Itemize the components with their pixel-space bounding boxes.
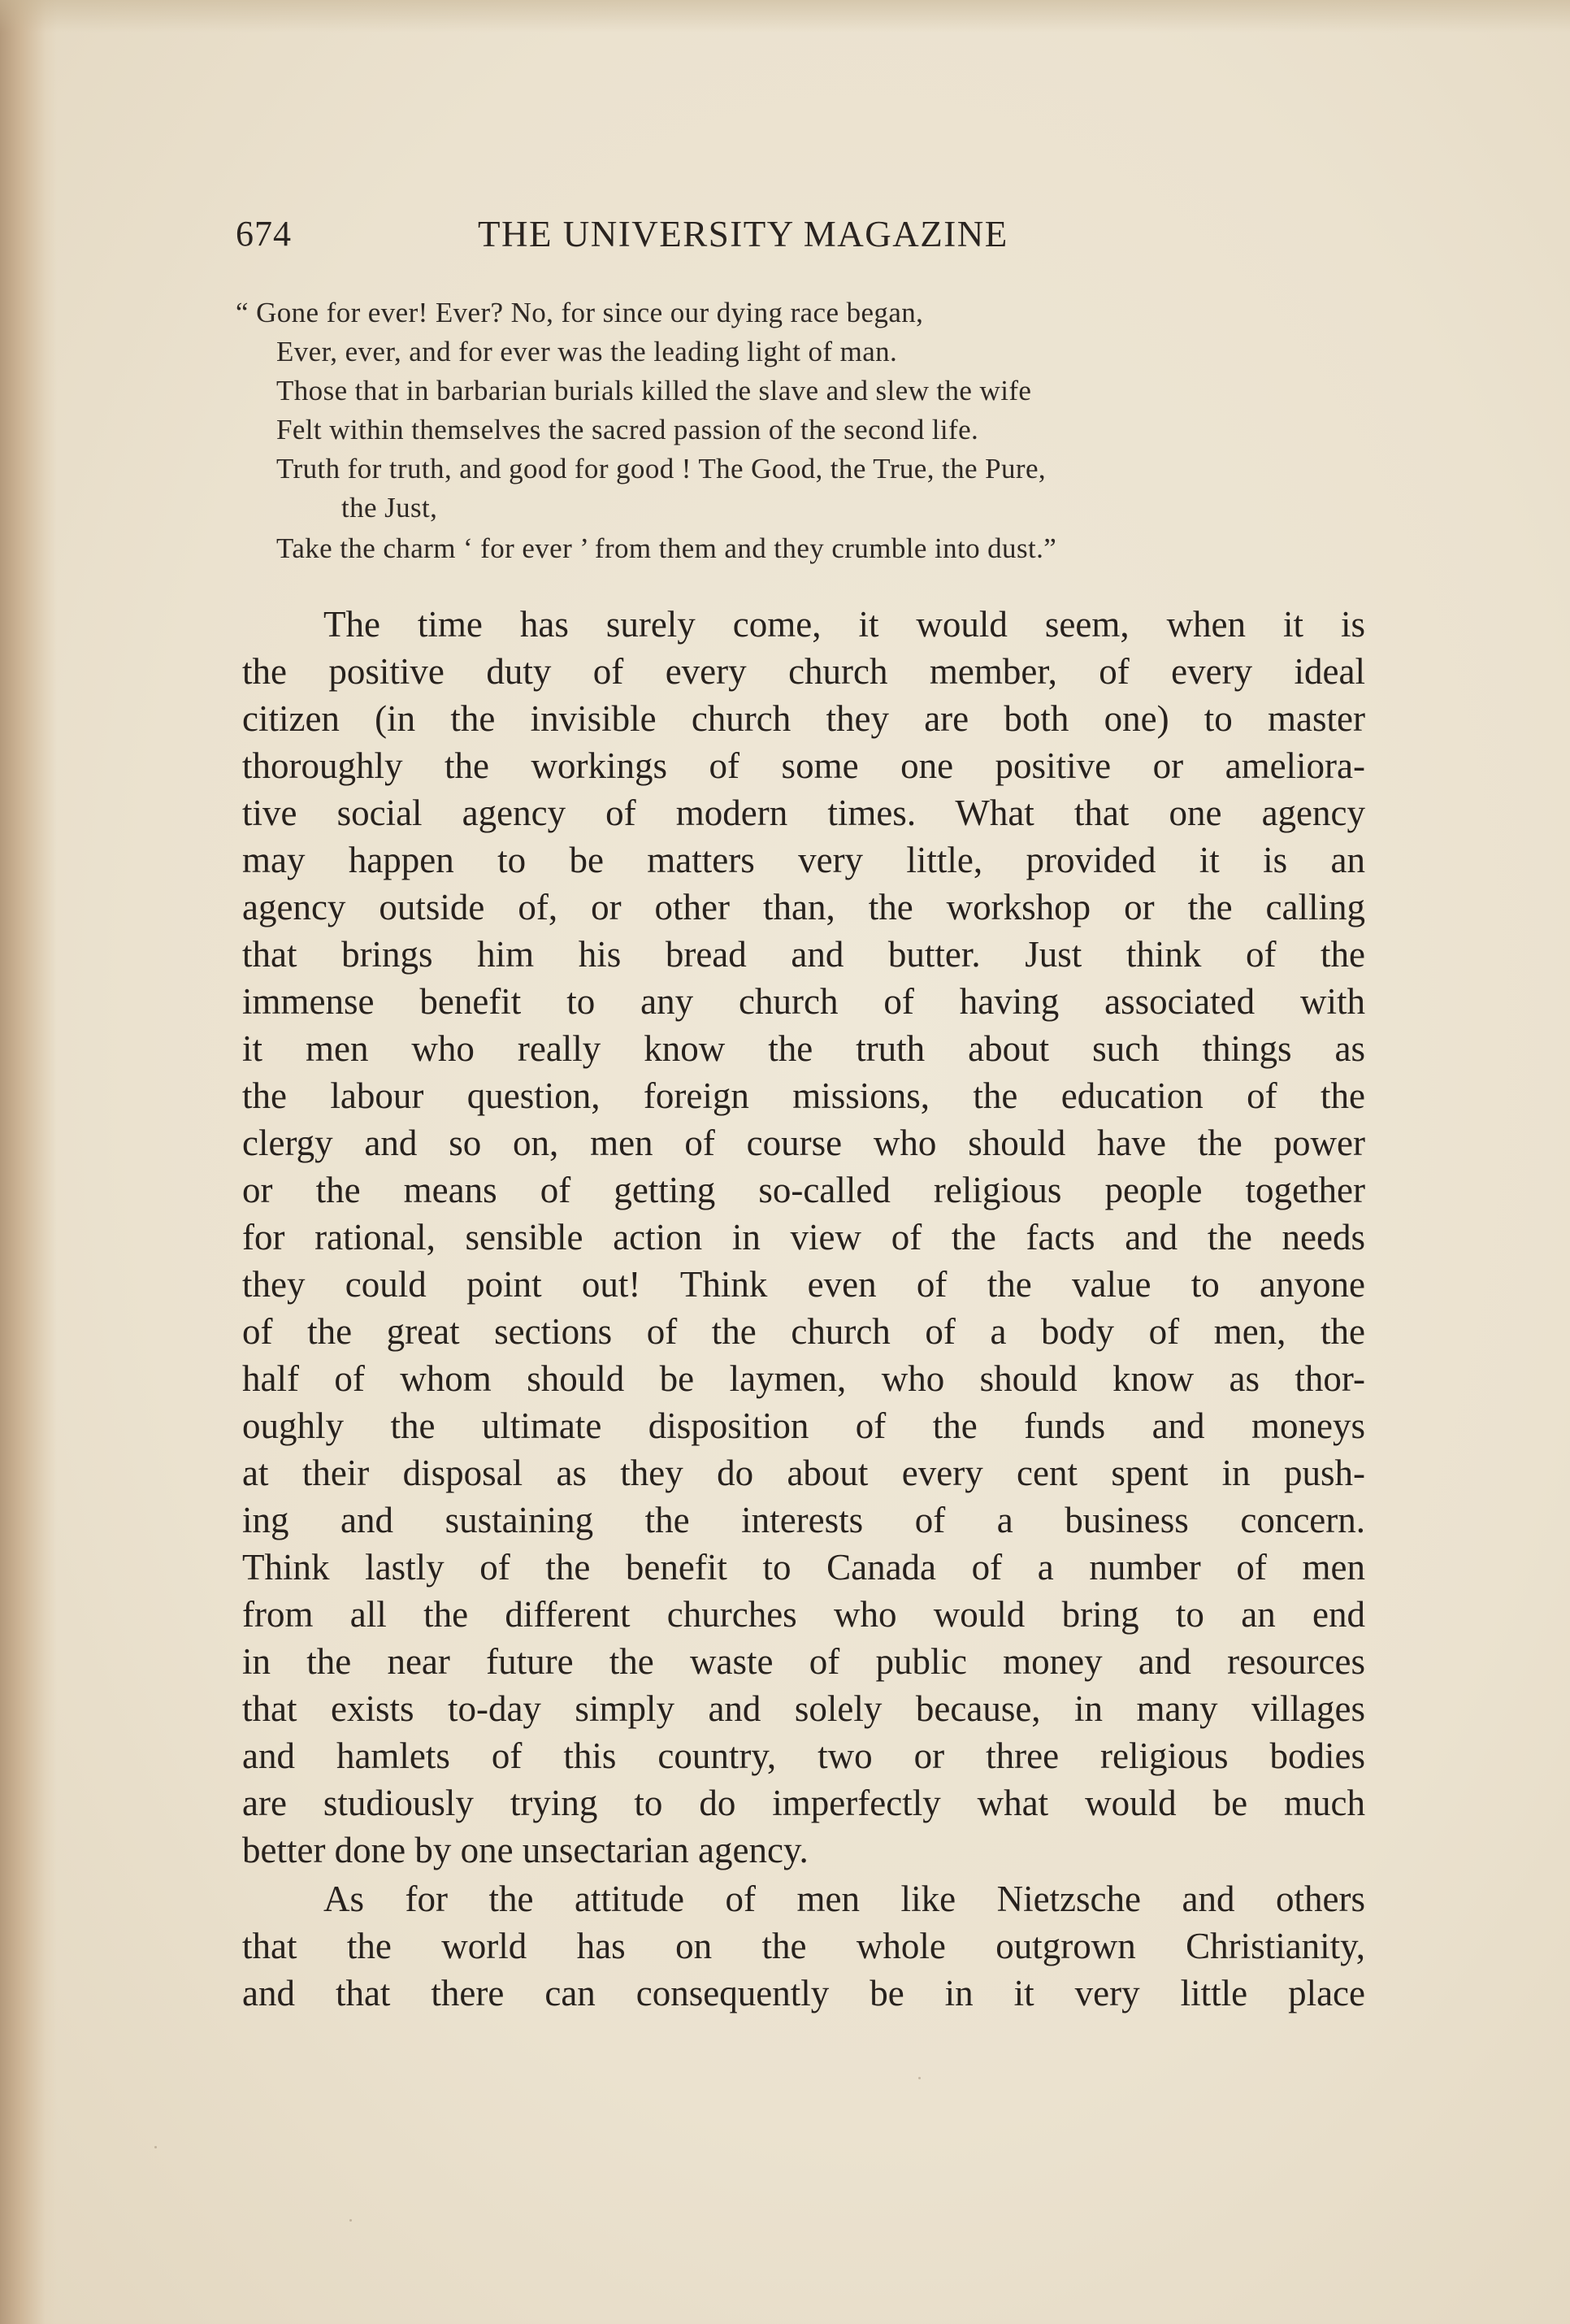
text-line: immense benefit to any church of having associated with: [242, 981, 1365, 1022]
text-line: half of whom should be laymen, who should know as thor-: [242, 1358, 1365, 1399]
text-line: better done by one unsectarian agency.: [242, 1830, 809, 1870]
text-line: oughly the ultimate disposition of the funds and moneys: [242, 1405, 1365, 1446]
text-line: may happen to be matters very little, provided it is an: [242, 840, 1365, 880]
poem-line: Felt within themselves the sacred passion of the second life.: [276, 414, 979, 445]
text-line: that brings him his bread and butter. Just think of the: [242, 934, 1365, 975]
text-line: they could point out! Think even of the value to anyone: [242, 1264, 1365, 1305]
page-top-edge: [0, 0, 1570, 33]
text-line: for rational, sensible action in view of the facts and the needs: [242, 1217, 1365, 1258]
text-line: are studiously trying to do imperfectly what would be much: [242, 1783, 1365, 1823]
poem-line: Ever, ever, and for ever was the leading light of man.: [276, 336, 898, 367]
text-line: from all the different churches who would bring to an end: [242, 1594, 1365, 1635]
text-line: thoroughly the workings of some one positive or ameliora-: [242, 745, 1365, 786]
text-line: ing and sustaining the interests of a business concern.: [242, 1500, 1365, 1540]
poem-line: Truth for truth, and good for good ! The Good, the True, the Pure,: [276, 453, 1047, 484]
text-line: As for the attitude of men like Nietzsche and others: [323, 1879, 1365, 1919]
text-line: or the means of getting so-called religious people together: [242, 1170, 1365, 1210]
poem-line: Those that in barbarian burials killed the slave and slew the wife: [276, 375, 1032, 406]
text-line: The time has surely come, it would seem, when it is: [323, 604, 1365, 645]
paper-speck: [349, 2219, 352, 2222]
page-header: [236, 213, 1365, 262]
text-line: that the world has on the whole outgrown Christianity,: [242, 1926, 1365, 1966]
running-head: THE UNIVERSITY MAGAZINE: [478, 214, 1008, 254]
text-line: and that there can consequently be in it very little place: [242, 1973, 1365, 2013]
text-line: of the great sections of the church of a body of men, the: [242, 1311, 1365, 1352]
spine-shadow: [0, 0, 57, 2324]
page-number: 674: [236, 214, 292, 254]
text-line: and hamlets of this country, two or three religious bodies: [242, 1735, 1365, 1776]
text-line: at their disposal as they do about every cent spent in push-: [242, 1453, 1365, 1493]
poem-line: Take the charm ‘ for ever ’ from them and they crumble into dust.”: [276, 532, 1057, 564]
text-line: citizen (in the invisible church they are both one) to master: [242, 698, 1365, 739]
text-line: that exists to-day simply and solely because, in many villages: [242, 1688, 1365, 1729]
poem-line: the Just,: [341, 492, 438, 523]
text-line: agency outside of, or other than, the workshop or the calling: [242, 887, 1365, 927]
paper-speck: [154, 2146, 157, 2148]
text-line: the positive duty of every church member, of every ideal: [242, 651, 1365, 692]
text-line: the labour question, foreign missions, the education of the: [242, 1075, 1365, 1116]
text-line: it men who really know the truth about such things as: [242, 1028, 1365, 1069]
paper-speck: [918, 2077, 921, 2079]
text-line: clergy and so on, men of course who should have the power: [242, 1123, 1365, 1163]
text-line: Think lastly of the benefit to Canada of a number of men: [242, 1547, 1365, 1588]
text-line: in the near future the waste of public money and resources: [242, 1641, 1365, 1682]
poem-line: “ Gone for ever! Ever? No, for since our dying race began,: [236, 297, 924, 328]
text-line: tive social agency of modern times. What that one agency: [242, 793, 1365, 833]
